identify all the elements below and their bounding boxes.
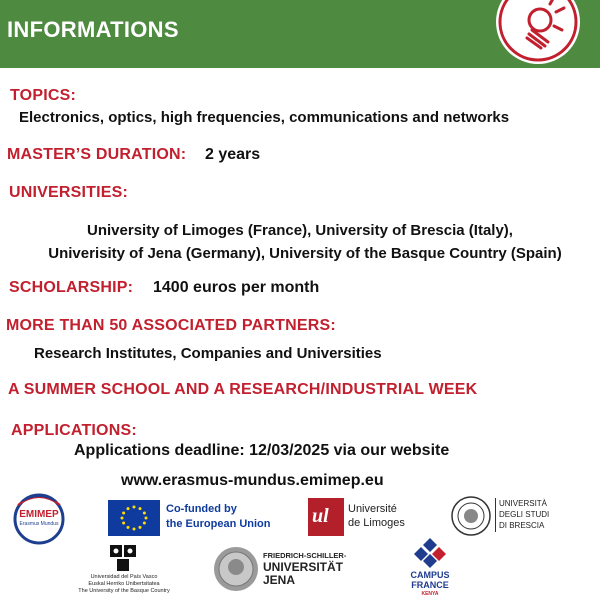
limoges-logo (308, 498, 428, 536)
header-title: INFORMATIONS (7, 17, 179, 42)
scholarship-label: SCHOLARSHIP: (9, 279, 134, 296)
emimep-name: EMIMEP (19, 509, 59, 520)
eu-logo (108, 500, 283, 536)
universities-line2: Univerisity of Jena (Germany), University of the Basque Country (Spain) (48, 245, 562, 262)
jena-line2: UNIVERSITÄT (263, 560, 344, 574)
website-link[interactable]: www.erasmus-mundus.emimep.eu (121, 472, 384, 489)
applications-label: APPLICATIONS: (11, 422, 137, 439)
summer-school-label: A SUMMER SCHOOL AND A RESEARCH/INDUSTRIAL WEEK (8, 381, 478, 398)
duration-value: 2 years (205, 146, 261, 163)
universities-line1: University of Limoges (France), University of Brescia (Italy), (87, 222, 513, 239)
campus-line1: CAMPUS (410, 570, 450, 580)
brescia-logo (450, 494, 555, 538)
campus-france-emblem-icon (410, 538, 450, 568)
lightbulb-icon (496, 0, 580, 64)
partners-value: Research Institutes, Companies and Universities (34, 345, 382, 362)
basque-line2: Euskal Herriko Unibertsitatea (88, 581, 160, 587)
jena-logo (213, 545, 363, 593)
lightbulb-badge (496, 0, 580, 64)
eu-line2: the European Union (166, 518, 271, 530)
topics-value: Electronics, optics, high frequencies, communications and networks (19, 109, 510, 126)
eu-line1: Co-funded by (166, 503, 237, 515)
campus-france-logo (400, 538, 460, 598)
jena-line1: FRIEDRICH-SCHILLER- (263, 551, 347, 560)
basque-line3: The University of the Basque Country (78, 588, 170, 594)
campus-line3: KENYA (421, 591, 439, 597)
eu-flag-icon (108, 500, 160, 536)
duration-label: MASTER’S DURATION: (7, 146, 187, 163)
basque-emblem-icon (110, 545, 138, 571)
brescia-line1: UNIVERSITÀ (499, 499, 548, 508)
emimep-sub: Erasmus Mundus (19, 521, 59, 527)
scholarship-value: 1400 euros per month (153, 279, 320, 296)
applications-deadline: Applications deadline: 12/03/2025 via our website (74, 442, 450, 459)
jena-line3: JENA (263, 573, 296, 587)
limoges-line1: Université (348, 503, 397, 515)
emimep-logo (8, 487, 70, 547)
brescia-seal-icon (450, 495, 492, 537)
universities-label: UNIVERSITIES: (9, 184, 129, 201)
topics-label: TOPICS: (10, 87, 77, 104)
campus-line2: FRANCE (411, 580, 449, 590)
partners-label: MORE THAN 50 ASSOCIATED PARTNERS: (6, 317, 336, 334)
basque-logo (66, 545, 182, 597)
basque-line1: Universidad del País Vasco (90, 574, 158, 580)
jena-seal-icon (213, 546, 259, 592)
limoges-line2: de Limoges (348, 517, 405, 529)
brescia-line3: DI BRESCIA (499, 521, 545, 530)
limoges-mark: ul (308, 498, 344, 536)
brescia-line2: DEGLI STUDI (499, 510, 550, 519)
